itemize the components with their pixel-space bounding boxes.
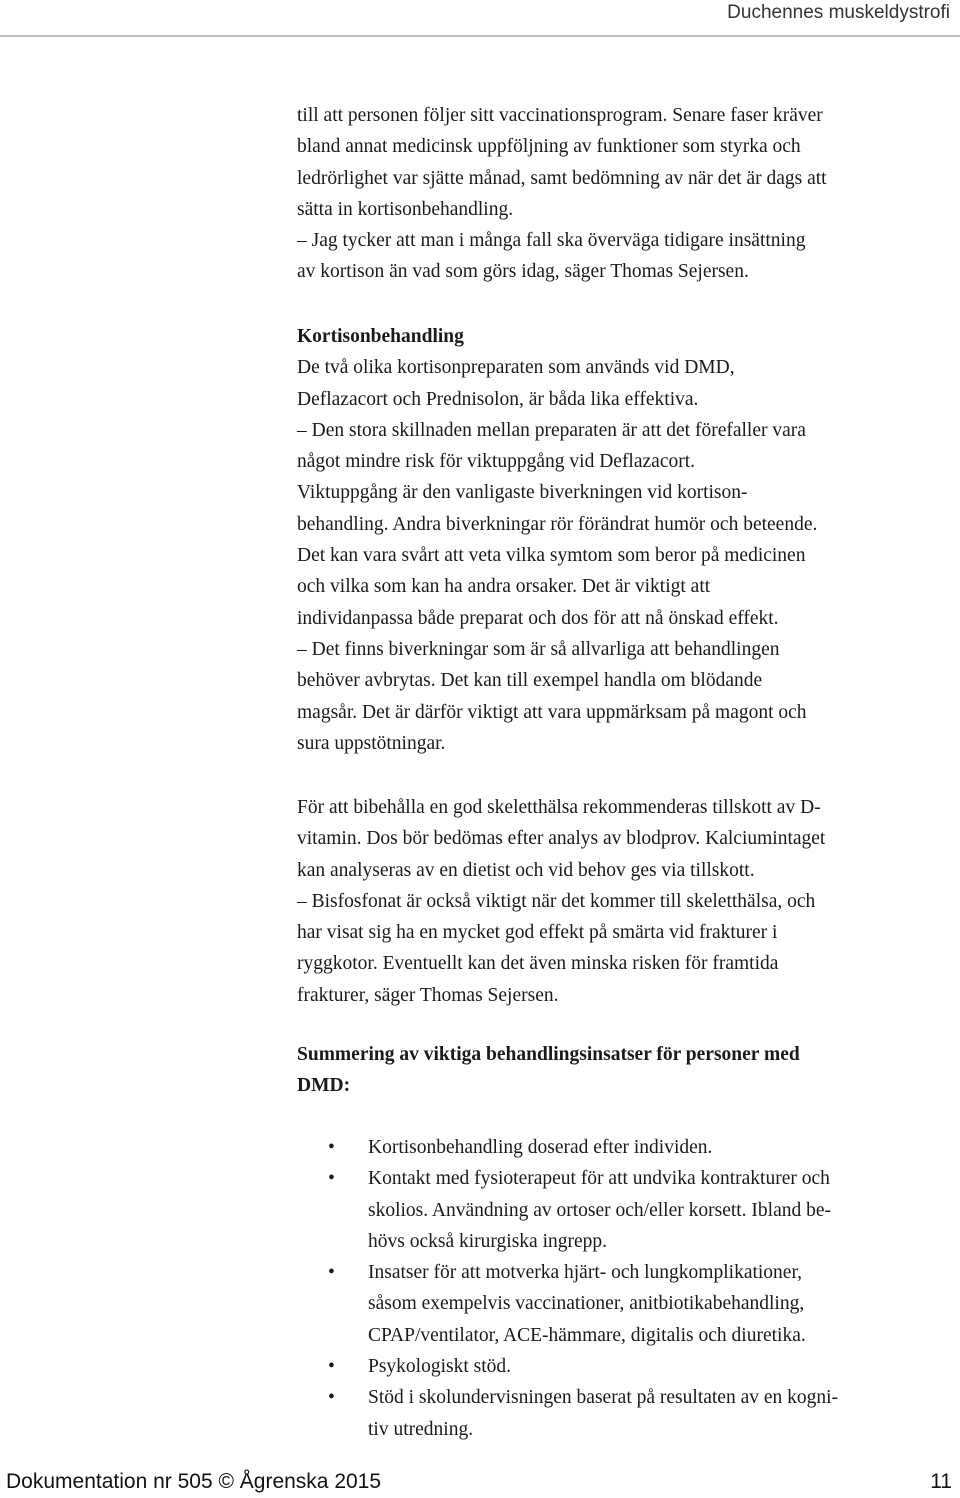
text-line: Psykologiskt stöd.	[368, 1356, 512, 1378]
list-item	[297, 1382, 937, 1445]
summary-heading-line: DMD:	[297, 1075, 351, 1097]
summary-heading-line: Summering av viktiga behandlingsinsatser för personer med	[297, 1044, 800, 1065]
text-line: något mindre risk för viktuppgång vid Deflazacort.	[297, 451, 696, 473]
text-line: sätta in kortisonbehandling.	[297, 198, 514, 220]
text-line: De två olika kortisonpreparaten som används vid DMD,	[297, 357, 735, 379]
text-line: till att personen följer sitt vaccinationsprogram. Senare faser kräver	[297, 105, 823, 126]
paragraph-skeletthalsa	[297, 792, 937, 1011]
text-line: Stöd i skolundervisningen baserat på resultaten av en kogni-	[368, 1387, 839, 1409]
text-line: behandling. Andra biverkningar rör förändrat humör och beteende.	[297, 513, 818, 535]
text-line: Kontakt med fysioterapeut för att undvika kontrakturer och	[368, 1168, 830, 1190]
text-line: Det kan vara svårt att veta vilka symtom som beror på medicinen	[297, 545, 806, 567]
page-number: 11	[930, 1470, 952, 1493]
text-line: skolios. Användning av ortoser och/eller korsett. Ibland be-	[368, 1199, 832, 1221]
text-line: – Bisfosfonat är också viktigt när det kommer till skeletthälsa, och	[297, 890, 816, 912]
running-head-title: Duchennes muskeldystrofi	[727, 2, 950, 23]
footer-publication: Dokumentation nr 505 © Ågrenska 2015	[6, 1470, 382, 1493]
text-line: såsom exempelvis vaccinationer, anitbiotikabehandling,	[368, 1293, 805, 1315]
text-line: Insatser för att motverka hjärt- och lungkomplikationer,	[368, 1262, 803, 1284]
text-line: – Jag tycker att man i många fall ska överväga tidigare insättning	[297, 230, 806, 252]
text-line: tiv utredning.	[368, 1418, 474, 1440]
text-line: individanpassa både preparat och dos för att nå önskad effekt.	[297, 607, 779, 629]
section-kortisonbehandling	[297, 321, 937, 759]
bullet-icon: •	[328, 1168, 335, 1190]
text-line: har visat sig ha en mycket god effekt på smärta vid frakturer i	[297, 922, 778, 944]
section-heading: Kortisonbehandling	[297, 326, 464, 347]
text-line: och vilka som kan ha andra orsaker. Det är viktigt att	[297, 576, 711, 598]
text-line: Kortisonbehandling doserad efter individen.	[368, 1137, 713, 1158]
text-line: ledrörlighet var sjätte månad, samt bedömning av när det är dags att	[297, 167, 827, 189]
text-line: – Den stora skillnaden mellan preparaten är att det förefaller vara	[297, 419, 806, 441]
text-line: – Det finns biverkningar som är så allvarliga att behandlingen	[297, 638, 780, 660]
text-line: Deflazacort och Prednisolon, är båda lika effektiva.	[297, 388, 699, 410]
text-line: hövs också kirurgiska ingrepp.	[368, 1230, 608, 1252]
header-rule	[0, 35, 960, 37]
text-line: För att bibehålla en god skeletthälsa rekommenderas tillskott av D-	[297, 797, 821, 818]
text-line: magsår. Det är därför viktigt att vara uppmärksam på magont och	[297, 701, 807, 723]
list-item	[297, 1257, 937, 1351]
text-line: frakturer, säger Thomas Sejersen.	[297, 984, 559, 1006]
bullet-icon: •	[328, 1356, 335, 1378]
summary-heading	[297, 1039, 937, 1102]
text-line: av kortison än vad som görs idag, säger Thomas Sejersen.	[297, 261, 749, 283]
text-line: kan analyseras av en dietist och vid behov ges via tillskott.	[297, 859, 755, 881]
list-item	[297, 1163, 937, 1257]
text-line: behöver avbrytas. Det kan till exempel handla om blödande	[297, 670, 763, 692]
bullet-icon: •	[328, 1137, 335, 1158]
bullet-icon: •	[328, 1262, 335, 1284]
paragraph-vaccination	[297, 100, 937, 288]
text-line: vitamin. Dos bör bedömas efter analys av blodprov. Kalciumintaget	[297, 828, 826, 850]
bullet-icon: •	[328, 1387, 335, 1409]
list-item	[297, 1351, 937, 1382]
summary-bullet-list	[297, 1132, 937, 1445]
text-line: bland annat medicinsk uppföljning av funktioner som styrka och	[297, 136, 801, 158]
text-line: ryggkotor. Eventuellt kan det även minska risken för framtida	[297, 953, 779, 975]
text-line: sura uppstötningar.	[297, 732, 446, 754]
text-line: Viktuppgång är den vanligaste biverkningen vid kortison-	[297, 482, 748, 504]
list-item	[297, 1132, 937, 1163]
text-line: CPAP/ventilator, ACE-hämmare, digitalis och diuretika.	[368, 1324, 806, 1346]
